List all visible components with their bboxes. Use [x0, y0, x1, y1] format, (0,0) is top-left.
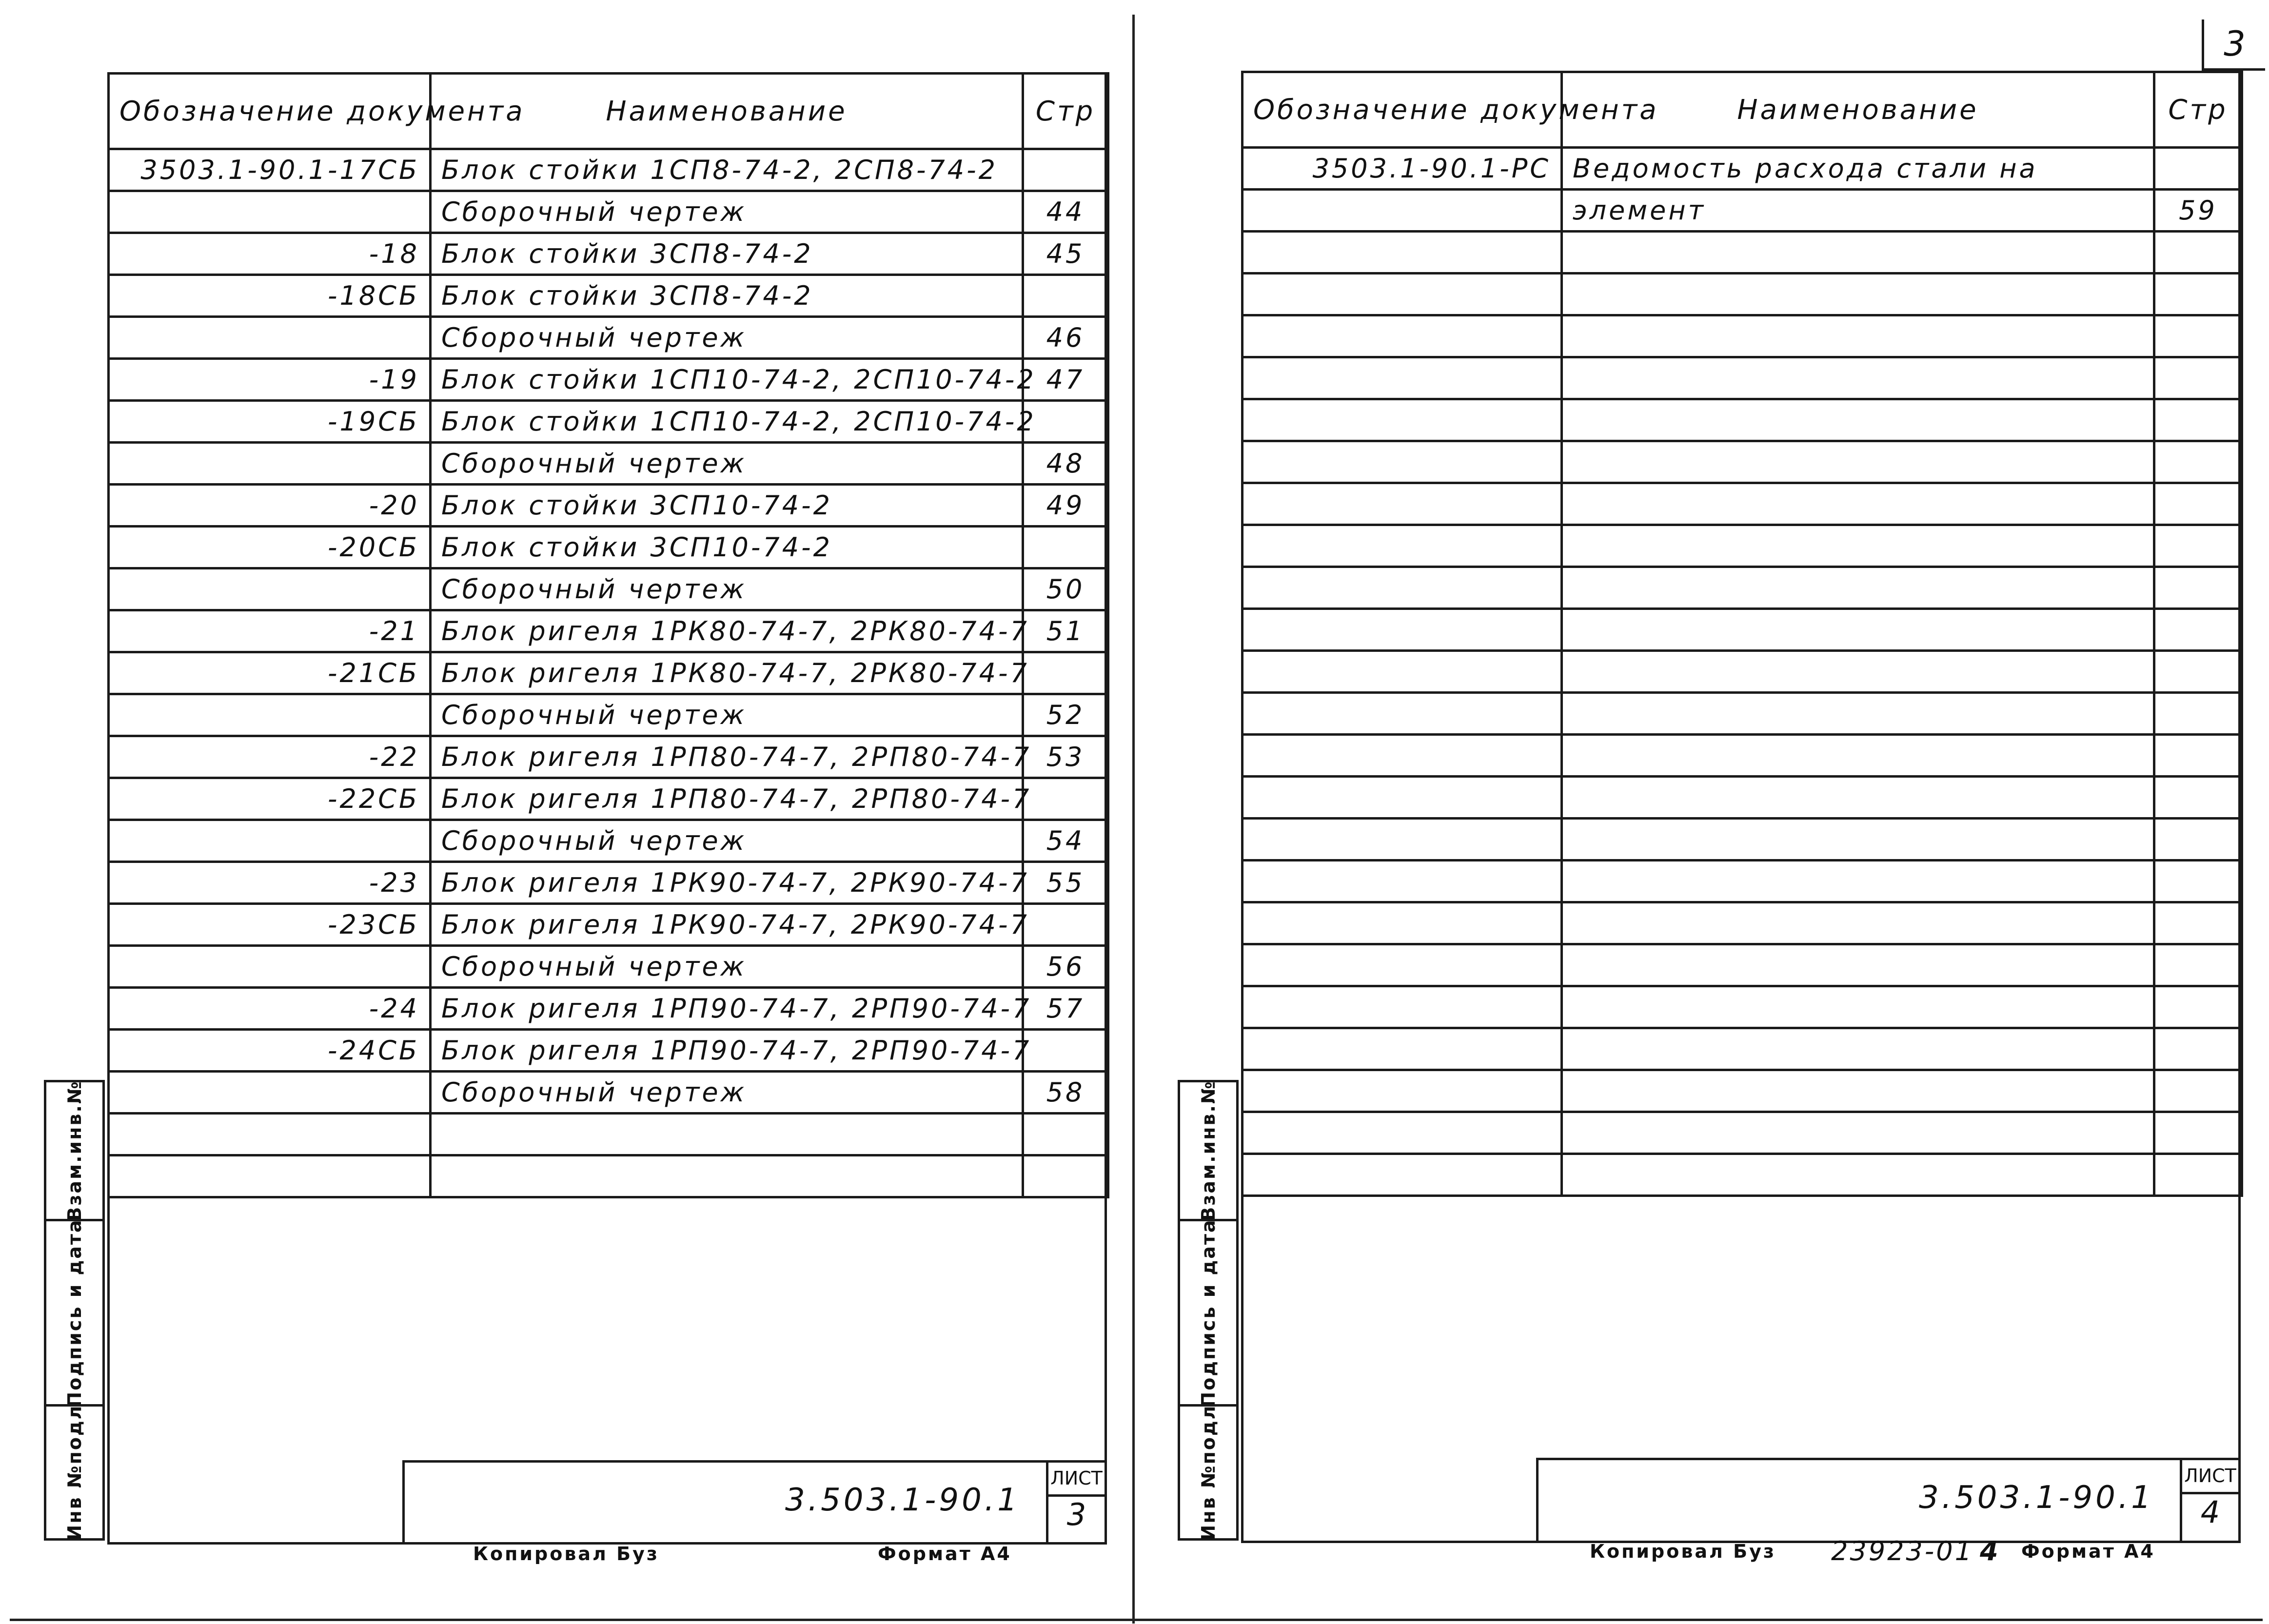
- left-footer-copied: Копировал Буз: [473, 1543, 659, 1565]
- header-name: Наименование: [1562, 72, 2154, 148]
- row-name: Сборочный чертеж: [431, 820, 1023, 862]
- row-name: [431, 1155, 1023, 1197]
- row-name: Сборочный чертеж: [431, 317, 1023, 359]
- table-row: [1243, 274, 2242, 315]
- row-page: [2154, 1154, 2242, 1196]
- right-stamp-code: 3.503.1-90.1: [1919, 1480, 2154, 1516]
- row-page: 52: [1023, 694, 1108, 736]
- table-row: [109, 694, 1108, 736]
- row-page: [1023, 275, 1108, 317]
- table-row: [1243, 902, 2242, 944]
- row-designation: [109, 317, 431, 359]
- table-row: [1243, 819, 2242, 861]
- row-designation: [109, 1072, 431, 1114]
- row-name: Сборочный чертеж: [431, 694, 1023, 736]
- row-page: [2154, 441, 2242, 483]
- row-page: 48: [1023, 443, 1108, 485]
- row-designation: [1243, 274, 1562, 315]
- row-designation: -19СБ: [109, 401, 431, 443]
- table-row: [109, 652, 1108, 694]
- row-page: [2154, 944, 2242, 986]
- row-name: Блок ригеля 1РП90-74-7, 2РП90-74-7: [431, 1030, 1023, 1072]
- table-row: [109, 191, 1108, 233]
- right-sheet-number-box: [2180, 1460, 2238, 1541]
- row-page: 49: [1023, 485, 1108, 527]
- row-name: Блок ригеля 1РП90-74-7, 2РП90-74-7: [431, 988, 1023, 1030]
- left-sidebar-replace: [44, 1080, 105, 1221]
- row-designation: [1243, 315, 1562, 357]
- right-contents-table: [1241, 71, 2243, 1197]
- right-sidebar-sign-text: Подпись и дата: [1197, 1218, 1219, 1408]
- row-name: [1562, 651, 2154, 693]
- row-name: Блок ригеля 1РК90-74-7, 2РК90-74-7: [431, 904, 1023, 946]
- row-designation: [1243, 483, 1562, 525]
- row-designation: [1243, 1154, 1562, 1196]
- row-name: Блок ригеля 1РП80-74-7, 2РП80-74-7: [431, 778, 1023, 820]
- table-row: [109, 988, 1108, 1030]
- row-name: Сборочный чертеж: [431, 191, 1023, 233]
- row-page: [1023, 904, 1108, 946]
- right-footer-order: 23923-01: [1831, 1536, 1973, 1566]
- row-name: Блок ригеля 1РК80-74-7, 2РК80-74-7: [431, 652, 1023, 694]
- table-row: [1243, 483, 2242, 525]
- row-name: [1562, 567, 2154, 609]
- table-row: [1243, 525, 2242, 567]
- row-name: [1562, 357, 2154, 399]
- row-name: [1562, 1154, 2154, 1196]
- row-page: 55: [1023, 862, 1108, 904]
- table-row: [1243, 861, 2242, 902]
- row-designation: -24СБ: [109, 1030, 431, 1072]
- right-sidebar-replace: [1178, 1080, 1239, 1221]
- row-designation: -22: [109, 736, 431, 778]
- row-designation: [1243, 777, 1562, 819]
- row-name: [1562, 777, 2154, 819]
- table-row: [109, 1030, 1108, 1072]
- row-page: 50: [1023, 568, 1108, 610]
- table-row: [1243, 693, 2242, 735]
- table-row: [109, 610, 1108, 652]
- row-name: Блок стойки 3СП8-74-2: [431, 233, 1023, 275]
- row-page: 57: [1023, 988, 1108, 1030]
- row-page: 56: [1023, 946, 1108, 988]
- row-designation: [109, 1155, 431, 1197]
- row-designation: [1243, 609, 1562, 651]
- row-designation: [1243, 861, 1562, 902]
- right-sidebar-replace-text: Взам.инв.№: [1197, 1080, 1219, 1221]
- table-row: [1243, 190, 2242, 232]
- row-name: Блок ригеля 1РК90-74-7, 2РК90-74-7: [431, 862, 1023, 904]
- row-name: Блок стойки 1СП10-74-2, 2СП10-74-2: [431, 401, 1023, 443]
- row-page: [2154, 651, 2242, 693]
- row-page: [2154, 1070, 2242, 1112]
- row-name: Ведомость расхода стали на: [1562, 148, 2154, 190]
- page-corner-number: 3: [2202, 20, 2265, 71]
- header-page: Стр: [1023, 74, 1108, 149]
- row-designation: [1243, 1070, 1562, 1112]
- row-name: Сборочный чертеж: [431, 1072, 1023, 1114]
- table-row: [109, 1114, 1108, 1155]
- right-sheet-label: ЛИСТ: [2182, 1460, 2238, 1494]
- row-designation: [1243, 357, 1562, 399]
- row-name: [1562, 1028, 2154, 1070]
- row-page: [1023, 149, 1108, 191]
- row-page: [2154, 902, 2242, 944]
- row-page: 44: [1023, 191, 1108, 233]
- row-name: [1562, 232, 2154, 274]
- row-designation: [1243, 902, 1562, 944]
- row-designation: [1243, 525, 1562, 567]
- table-row: [109, 359, 1108, 401]
- row-page: [2154, 861, 2242, 902]
- row-name: [431, 1114, 1023, 1155]
- row-page: [2154, 693, 2242, 735]
- table-row: [1243, 315, 2242, 357]
- row-page: [2154, 567, 2242, 609]
- row-designation: -20СБ: [109, 527, 431, 568]
- row-page: [2154, 819, 2242, 861]
- row-designation: [1243, 441, 1562, 483]
- row-designation: [109, 946, 431, 988]
- row-name: [1562, 693, 2154, 735]
- right-title-stamp: [1536, 1458, 2241, 1543]
- table-row: [109, 233, 1108, 275]
- row-page: [1023, 1155, 1108, 1197]
- row-designation: -19: [109, 359, 431, 401]
- row-page: 58: [1023, 1072, 1108, 1114]
- row-designation: [1243, 819, 1562, 861]
- left-sidebar-sign-text: Подпись и дата: [63, 1218, 85, 1408]
- row-name: [1562, 986, 2154, 1028]
- row-page: [1023, 1030, 1108, 1072]
- table-row: [109, 736, 1108, 778]
- row-page: [2154, 315, 2242, 357]
- row-page: [2154, 232, 2242, 274]
- row-page: [2154, 483, 2242, 525]
- row-designation: -24: [109, 988, 431, 1030]
- table-row: [1243, 399, 2242, 441]
- sheet-divider: [1132, 15, 1135, 1624]
- table-row: [1243, 1154, 2242, 1196]
- row-designation: 3503.1-90.1-17СБ: [109, 149, 431, 191]
- row-designation: -18: [109, 233, 431, 275]
- table-row: [109, 820, 1108, 862]
- row-name: [1562, 902, 2154, 944]
- row-name: [1562, 483, 2154, 525]
- row-page: [1023, 527, 1108, 568]
- row-name: Сборочный чертеж: [431, 946, 1023, 988]
- row-name: Блок стойки 3СП10-74-2: [431, 527, 1023, 568]
- row-name: [1562, 441, 2154, 483]
- row-name: [1562, 609, 2154, 651]
- row-page: [2154, 525, 2242, 567]
- table-row: [109, 862, 1108, 904]
- table-row: [109, 443, 1108, 485]
- row-page: [1023, 1114, 1108, 1155]
- row-page: 53: [1023, 736, 1108, 778]
- row-page: 51: [1023, 610, 1108, 652]
- row-name: [1562, 525, 2154, 567]
- table-row: [1243, 986, 2242, 1028]
- row-page: [2154, 986, 2242, 1028]
- row-designation: [1243, 735, 1562, 777]
- row-name: [1562, 399, 2154, 441]
- row-designation: [109, 1114, 431, 1155]
- row-designation: -22СБ: [109, 778, 431, 820]
- table-header-row: [1243, 72, 2242, 148]
- left-sidebar-inv-text: Инв №подл: [63, 1404, 85, 1541]
- row-name: Сборочный чертеж: [431, 568, 1023, 610]
- row-designation: [109, 191, 431, 233]
- table-row: [1243, 735, 2242, 777]
- row-designation: -21СБ: [109, 652, 431, 694]
- row-page: 47: [1023, 359, 1108, 401]
- row-designation: [1243, 399, 1562, 441]
- row-page: [2154, 609, 2242, 651]
- row-page: 46: [1023, 317, 1108, 359]
- row-name: Блок ригеля 1РК80-74-7, 2РК80-74-7: [431, 610, 1023, 652]
- row-designation: -23: [109, 862, 431, 904]
- table-row: [1243, 944, 2242, 986]
- table-row: [1243, 148, 2242, 190]
- left-stamp-code: 3.503.1-90.1: [785, 1482, 1020, 1518]
- right-sidebar-inv: [1178, 1404, 1239, 1541]
- left-sidebar-inv: [44, 1404, 105, 1541]
- table-row: [1243, 1070, 2242, 1112]
- right-footer-format: Формат А4: [2021, 1541, 2155, 1562]
- row-name: [1562, 274, 2154, 315]
- row-designation: [1243, 1112, 1562, 1154]
- row-designation: [1243, 693, 1562, 735]
- row-designation: [1243, 651, 1562, 693]
- table-row: [109, 485, 1108, 527]
- table-row: [109, 904, 1108, 946]
- row-page: [2154, 399, 2242, 441]
- row-page: 54: [1023, 820, 1108, 862]
- row-page: [2154, 777, 2242, 819]
- row-page: [2154, 274, 2242, 315]
- row-page: [1023, 652, 1108, 694]
- left-footer-format: Формат А4: [878, 1543, 1012, 1565]
- row-designation: [1243, 1028, 1562, 1070]
- row-designation: -20: [109, 485, 431, 527]
- row-designation: [1243, 232, 1562, 274]
- table-row: [109, 778, 1108, 820]
- row-designation: 3503.1-90.1-РС: [1243, 148, 1562, 190]
- table-row: [1243, 357, 2242, 399]
- row-page: [2154, 148, 2242, 190]
- bottom-rule: [10, 1619, 2263, 1621]
- left-sheet-number: 3: [1066, 1497, 1086, 1532]
- table-row: [1243, 1028, 2242, 1070]
- table-header-row: [109, 74, 1108, 149]
- row-name: Сборочный чертеж: [431, 443, 1023, 485]
- table-row: [109, 568, 1108, 610]
- table-row: [109, 1072, 1108, 1114]
- row-designation: [109, 820, 431, 862]
- left-sheet-number-box: [1046, 1463, 1105, 1542]
- row-page: [2154, 1112, 2242, 1154]
- row-designation: -18СБ: [109, 275, 431, 317]
- row-page: [2154, 735, 2242, 777]
- row-page: 45: [1023, 233, 1108, 275]
- row-designation: [109, 443, 431, 485]
- row-name: [1562, 944, 2154, 986]
- row-designation: [1243, 944, 1562, 986]
- table-row: [1243, 441, 2242, 483]
- row-name: [1562, 861, 2154, 902]
- row-designation: [109, 568, 431, 610]
- table-row: [109, 946, 1108, 988]
- left-sheet-label: ЛИСТ: [1048, 1463, 1105, 1497]
- row-name: Блок стойки 1СП10-74-2, 2СП10-74-2: [431, 359, 1023, 401]
- table-row: [1243, 567, 2242, 609]
- row-page: 59: [2154, 190, 2242, 232]
- header-page: Стр: [2154, 72, 2242, 148]
- header-designation: Обозначение документа: [109, 74, 431, 149]
- row-name: [1562, 819, 2154, 861]
- row-name: [1562, 1112, 2154, 1154]
- table-row: [109, 527, 1108, 568]
- row-designation: -21: [109, 610, 431, 652]
- row-designation: [1243, 567, 1562, 609]
- row-name: [1562, 735, 2154, 777]
- row-name: Блок ригеля 1РП80-74-7, 2РП80-74-7: [431, 736, 1023, 778]
- row-page: [2154, 357, 2242, 399]
- table-row: [1243, 651, 2242, 693]
- row-name: Блок стойки 3СП8-74-2: [431, 275, 1023, 317]
- right-footer-mark: 4: [1980, 1536, 2000, 1566]
- right-sheet-number: 4: [2200, 1494, 2220, 1530]
- row-name: Блок стойки 3СП10-74-2: [431, 485, 1023, 527]
- table-row: [109, 149, 1108, 191]
- table-row: [109, 317, 1108, 359]
- row-designation: [109, 694, 431, 736]
- table-row: [1243, 777, 2242, 819]
- left-title-stamp: [402, 1460, 1107, 1545]
- right-sidebar-sign: [1178, 1219, 1239, 1407]
- header-designation: Обозначение документа: [1243, 72, 1562, 148]
- row-name: Блок стойки 1СП8-74-2, 2СП8-74-2: [431, 149, 1023, 191]
- left-sidebar-sign: [44, 1219, 105, 1407]
- row-page: [1023, 778, 1108, 820]
- table-row: [1243, 232, 2242, 274]
- table-row: [109, 1155, 1108, 1197]
- table-row: [109, 275, 1108, 317]
- right-footer-copied: Копировал Буз: [1590, 1541, 1776, 1562]
- row-name: элемент: [1562, 190, 2154, 232]
- left-sidebar-replace-text: Взам.инв.№: [63, 1080, 85, 1221]
- row-name: [1562, 1070, 2154, 1112]
- row-page: [2154, 1028, 2242, 1070]
- right-sidebar-inv-text: Инв №подл: [1197, 1404, 1219, 1541]
- table-row: [1243, 609, 2242, 651]
- left-contents-table: [107, 72, 1109, 1198]
- row-designation: [1243, 190, 1562, 232]
- table-row: [109, 401, 1108, 443]
- header-name: Наименование: [431, 74, 1023, 149]
- row-designation: [1243, 986, 1562, 1028]
- row-name: [1562, 315, 2154, 357]
- row-designation: -23СБ: [109, 904, 431, 946]
- table-row: [1243, 1112, 2242, 1154]
